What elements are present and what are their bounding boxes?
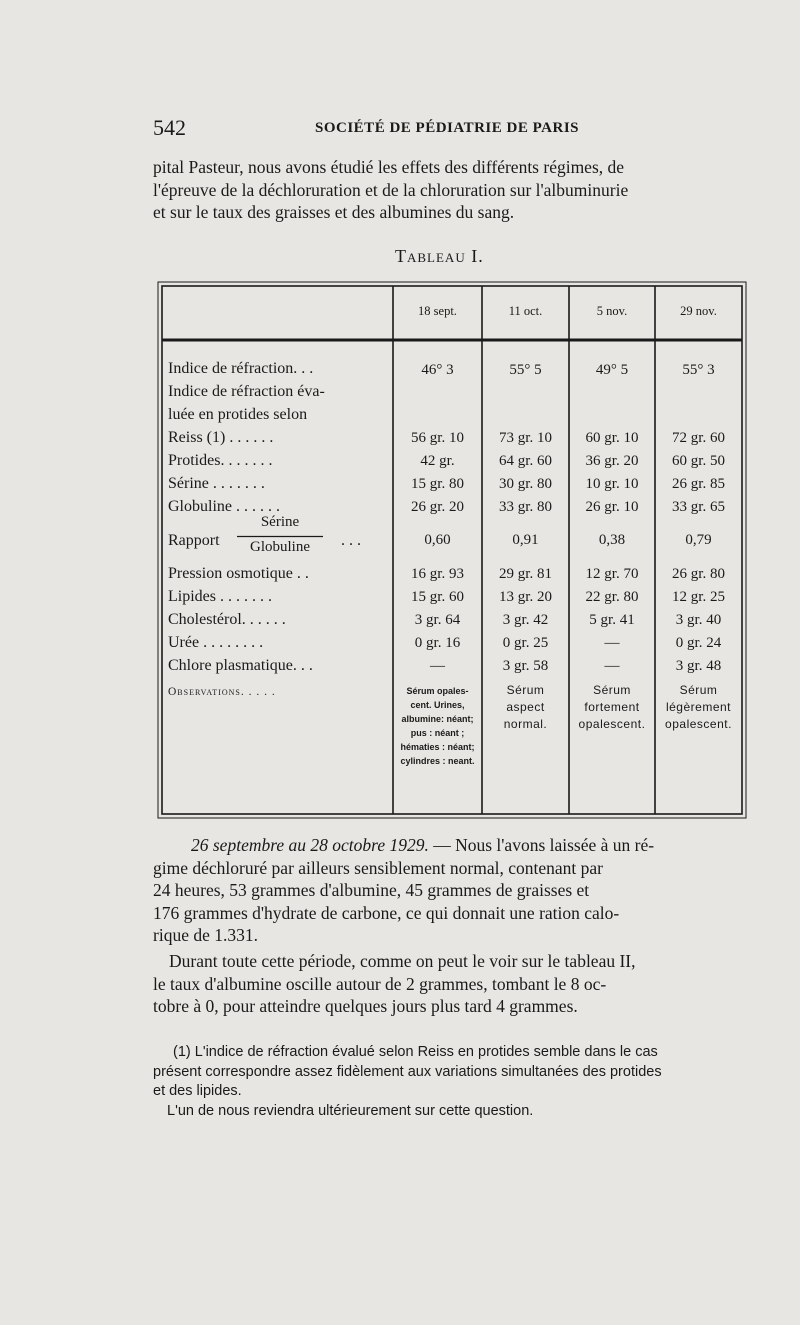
observation-line: opalescent. xyxy=(578,717,646,731)
row-label-indice-reiss: Reiss (1) . . . . . . xyxy=(168,429,274,446)
table-cell: 0,38 xyxy=(598,532,626,548)
body-paragraph-1 xyxy=(153,834,753,947)
text-line: Durant toute cette période, comme on peut le voir sur le tableau II, xyxy=(169,951,636,971)
running-header xyxy=(153,115,603,143)
observation-line: pus : néant ; xyxy=(410,728,465,738)
text-line xyxy=(153,834,753,857)
fraction-denominator: Globuline xyxy=(250,539,310,555)
row-label-indice-reiss: luée en protides selon xyxy=(168,406,308,423)
text-line: pital Pasteur, nous avons étudié les effets des différents régimes, de xyxy=(153,157,625,177)
text-line: gime déchloruré par ailleurs sensiblement normal, contenant par xyxy=(153,857,603,878)
table-cell: 13 gr. 20 xyxy=(499,589,552,605)
column-header: 18 sept. xyxy=(418,304,457,318)
row-label-chlore: Chlore plasmatique. . . xyxy=(168,657,313,674)
table-cell: 3 gr. 48 xyxy=(675,658,722,674)
page-number: 542 xyxy=(153,115,186,140)
row-label-uree: Urée . . . . . . . . xyxy=(168,634,264,651)
table-cell: 36 gr. 20 xyxy=(585,453,639,469)
text-fragment: — Nous l'avons laissée à un ré- xyxy=(428,835,655,855)
observation-line: légèrement xyxy=(665,700,732,714)
table-title: Tableau I. xyxy=(395,246,484,266)
running-title: SOCIÉTÉ DE PÉDIATRIE DE PARIS xyxy=(315,120,579,136)
observation-line: Sérum xyxy=(506,683,545,697)
intro-paragraph xyxy=(153,156,753,224)
observation-cell xyxy=(569,682,655,733)
table-cell: 3 gr. 58 xyxy=(502,658,549,674)
observation-line: cent. Urines, xyxy=(410,700,465,710)
footnote-line: (1) L'indice de réfraction évalué selon Reiss en protides semble dans le cas xyxy=(173,1044,658,1060)
observation-line: Sérum xyxy=(593,683,631,697)
table-cell: 64 gr. 60 xyxy=(499,453,552,469)
table-cell: 0 gr. 25 xyxy=(502,635,549,651)
table-cell: 12 gr. 25 xyxy=(672,589,725,605)
row-label-serine: Sérine . . . . . . . xyxy=(168,475,265,492)
table-cell: 12 gr. 70 xyxy=(585,566,639,582)
date-range: 26 septembre au 28 octobre 1929. xyxy=(191,835,429,855)
text-line: l'épreuve de la déchloruration et de la chloruration sur l'albuminurie xyxy=(153,179,629,200)
table-cell: 0,91 xyxy=(512,532,539,548)
text-line: 176 grammes d'hydrate de carbone, ce qui donnait une ration calo- xyxy=(153,902,620,923)
observation-cell xyxy=(482,682,569,733)
table-cell: 15 gr. 80 xyxy=(411,476,464,492)
table-cell: 30 gr. 80 xyxy=(499,476,552,492)
text-line: et sur le taux des graisses et des albumines du sang. xyxy=(153,202,515,222)
row-label-rapport: Rapport xyxy=(168,532,220,549)
table-cell: 60 gr. 50 xyxy=(672,453,725,469)
observation-line: hématies : néant; xyxy=(400,742,475,752)
text-line: tobre à 0, pour atteindre quelques jours plus tard 4 grammes. xyxy=(153,996,578,1016)
row-label-globuline: Globuline . . . . . . xyxy=(168,498,280,515)
footnote-line: et des lipides. xyxy=(153,1083,242,1099)
table-cell: 55° 3 xyxy=(682,362,715,378)
observation-cell xyxy=(393,684,482,768)
table-cell: 49° 5 xyxy=(595,362,629,378)
rapport-dots: . . . xyxy=(341,532,361,549)
table-cell: 33 gr. 80 xyxy=(499,499,552,515)
table-cell: 72 gr. 60 xyxy=(672,430,725,446)
table-cell: 3 gr. 64 xyxy=(414,612,461,628)
table-cell: 46° 3 xyxy=(421,362,454,378)
table-cell: 55° 5 xyxy=(509,362,542,378)
table-cell: 42 gr. xyxy=(420,453,455,469)
table-cell: 26 gr. 10 xyxy=(585,499,639,515)
table-cell: 15 gr. 60 xyxy=(411,589,464,605)
observation-line: fortement xyxy=(584,700,640,714)
table-cell: 0,60 xyxy=(424,532,451,548)
observation-line: cylindres : neant. xyxy=(400,756,475,766)
footnote xyxy=(153,1043,753,1121)
footnote-line: présent correspondre assez fidèlement aux variations simultanées des protides xyxy=(153,1063,662,1080)
table-cell: 22 gr. 80 xyxy=(585,589,639,605)
observation-line: aspect xyxy=(506,700,545,714)
table-cell: 26 gr. 80 xyxy=(672,566,725,582)
row-label-lipides: Lipides . . . . . . . xyxy=(168,588,272,605)
table-cell: 33 gr. 65 xyxy=(672,499,725,515)
row-label-indice-reiss: Indice de réfraction éva- xyxy=(168,383,325,400)
table-cell: 0 gr. 24 xyxy=(675,635,722,651)
row-label-protides: Protides. . . . . . . xyxy=(168,452,273,469)
row-label-observations: Observations. . . . . xyxy=(168,686,276,698)
footnote-line: L'un de nous reviendra ultérieurement sur cette question. xyxy=(167,1102,534,1119)
table-cell: 56 gr. 10 xyxy=(411,430,464,446)
table-cell: 3 gr. 40 xyxy=(675,612,722,628)
table-cell: 0,79 xyxy=(685,532,712,548)
observation-line: Sérum opales- xyxy=(406,686,469,696)
table-cell: 0 gr. 16 xyxy=(414,635,461,651)
text-line: le taux d'albumine oscille autour de 2 grammes, tombant le 8 oc- xyxy=(153,973,607,994)
table-cell: — xyxy=(604,635,620,651)
table-cell: — xyxy=(604,658,620,674)
fraction-bar xyxy=(237,535,323,538)
table-cell: — xyxy=(430,658,445,674)
observation-line: albumine: néant; xyxy=(401,714,474,724)
table-cell: 26 gr. 85 xyxy=(672,476,725,492)
table-cell: 10 gr. 10 xyxy=(585,476,639,492)
observation-line: Sérum xyxy=(679,683,718,697)
table-cell: 60 gr. 10 xyxy=(585,430,639,446)
table-cell: 5 gr. 41 xyxy=(589,612,635,628)
table-cell: 16 gr. 93 xyxy=(411,566,464,582)
row-label-pression: Pression osmotique . . xyxy=(168,565,309,582)
body-paragraph-2 xyxy=(153,950,753,1018)
row-label-indice: Indice de réfraction. . . xyxy=(168,360,314,377)
table-cell: 3 gr. 42 xyxy=(502,612,549,628)
column-header: 29 nov. xyxy=(680,304,717,318)
column-header: 11 oct. xyxy=(508,304,543,318)
table-cell: 73 gr. 10 xyxy=(499,430,552,446)
data-table xyxy=(157,280,747,820)
text-line: rique de 1.331. xyxy=(153,925,258,945)
column-header: 5 nov. xyxy=(596,304,628,318)
observation-cell xyxy=(655,682,742,733)
observation-line: normal. xyxy=(503,717,548,731)
table-cell: 29 gr. 81 xyxy=(499,566,552,582)
observation-line: opalescent. xyxy=(665,717,732,731)
text-line: 24 heures, 53 grammes d'albumine, 45 grammes de graisses et xyxy=(153,880,590,900)
row-label-cholesterol: Cholestérol. . . . . . xyxy=(168,611,286,628)
fraction-numerator: Sérine xyxy=(260,514,300,530)
table-cell: 26 gr. 20 xyxy=(411,499,464,515)
